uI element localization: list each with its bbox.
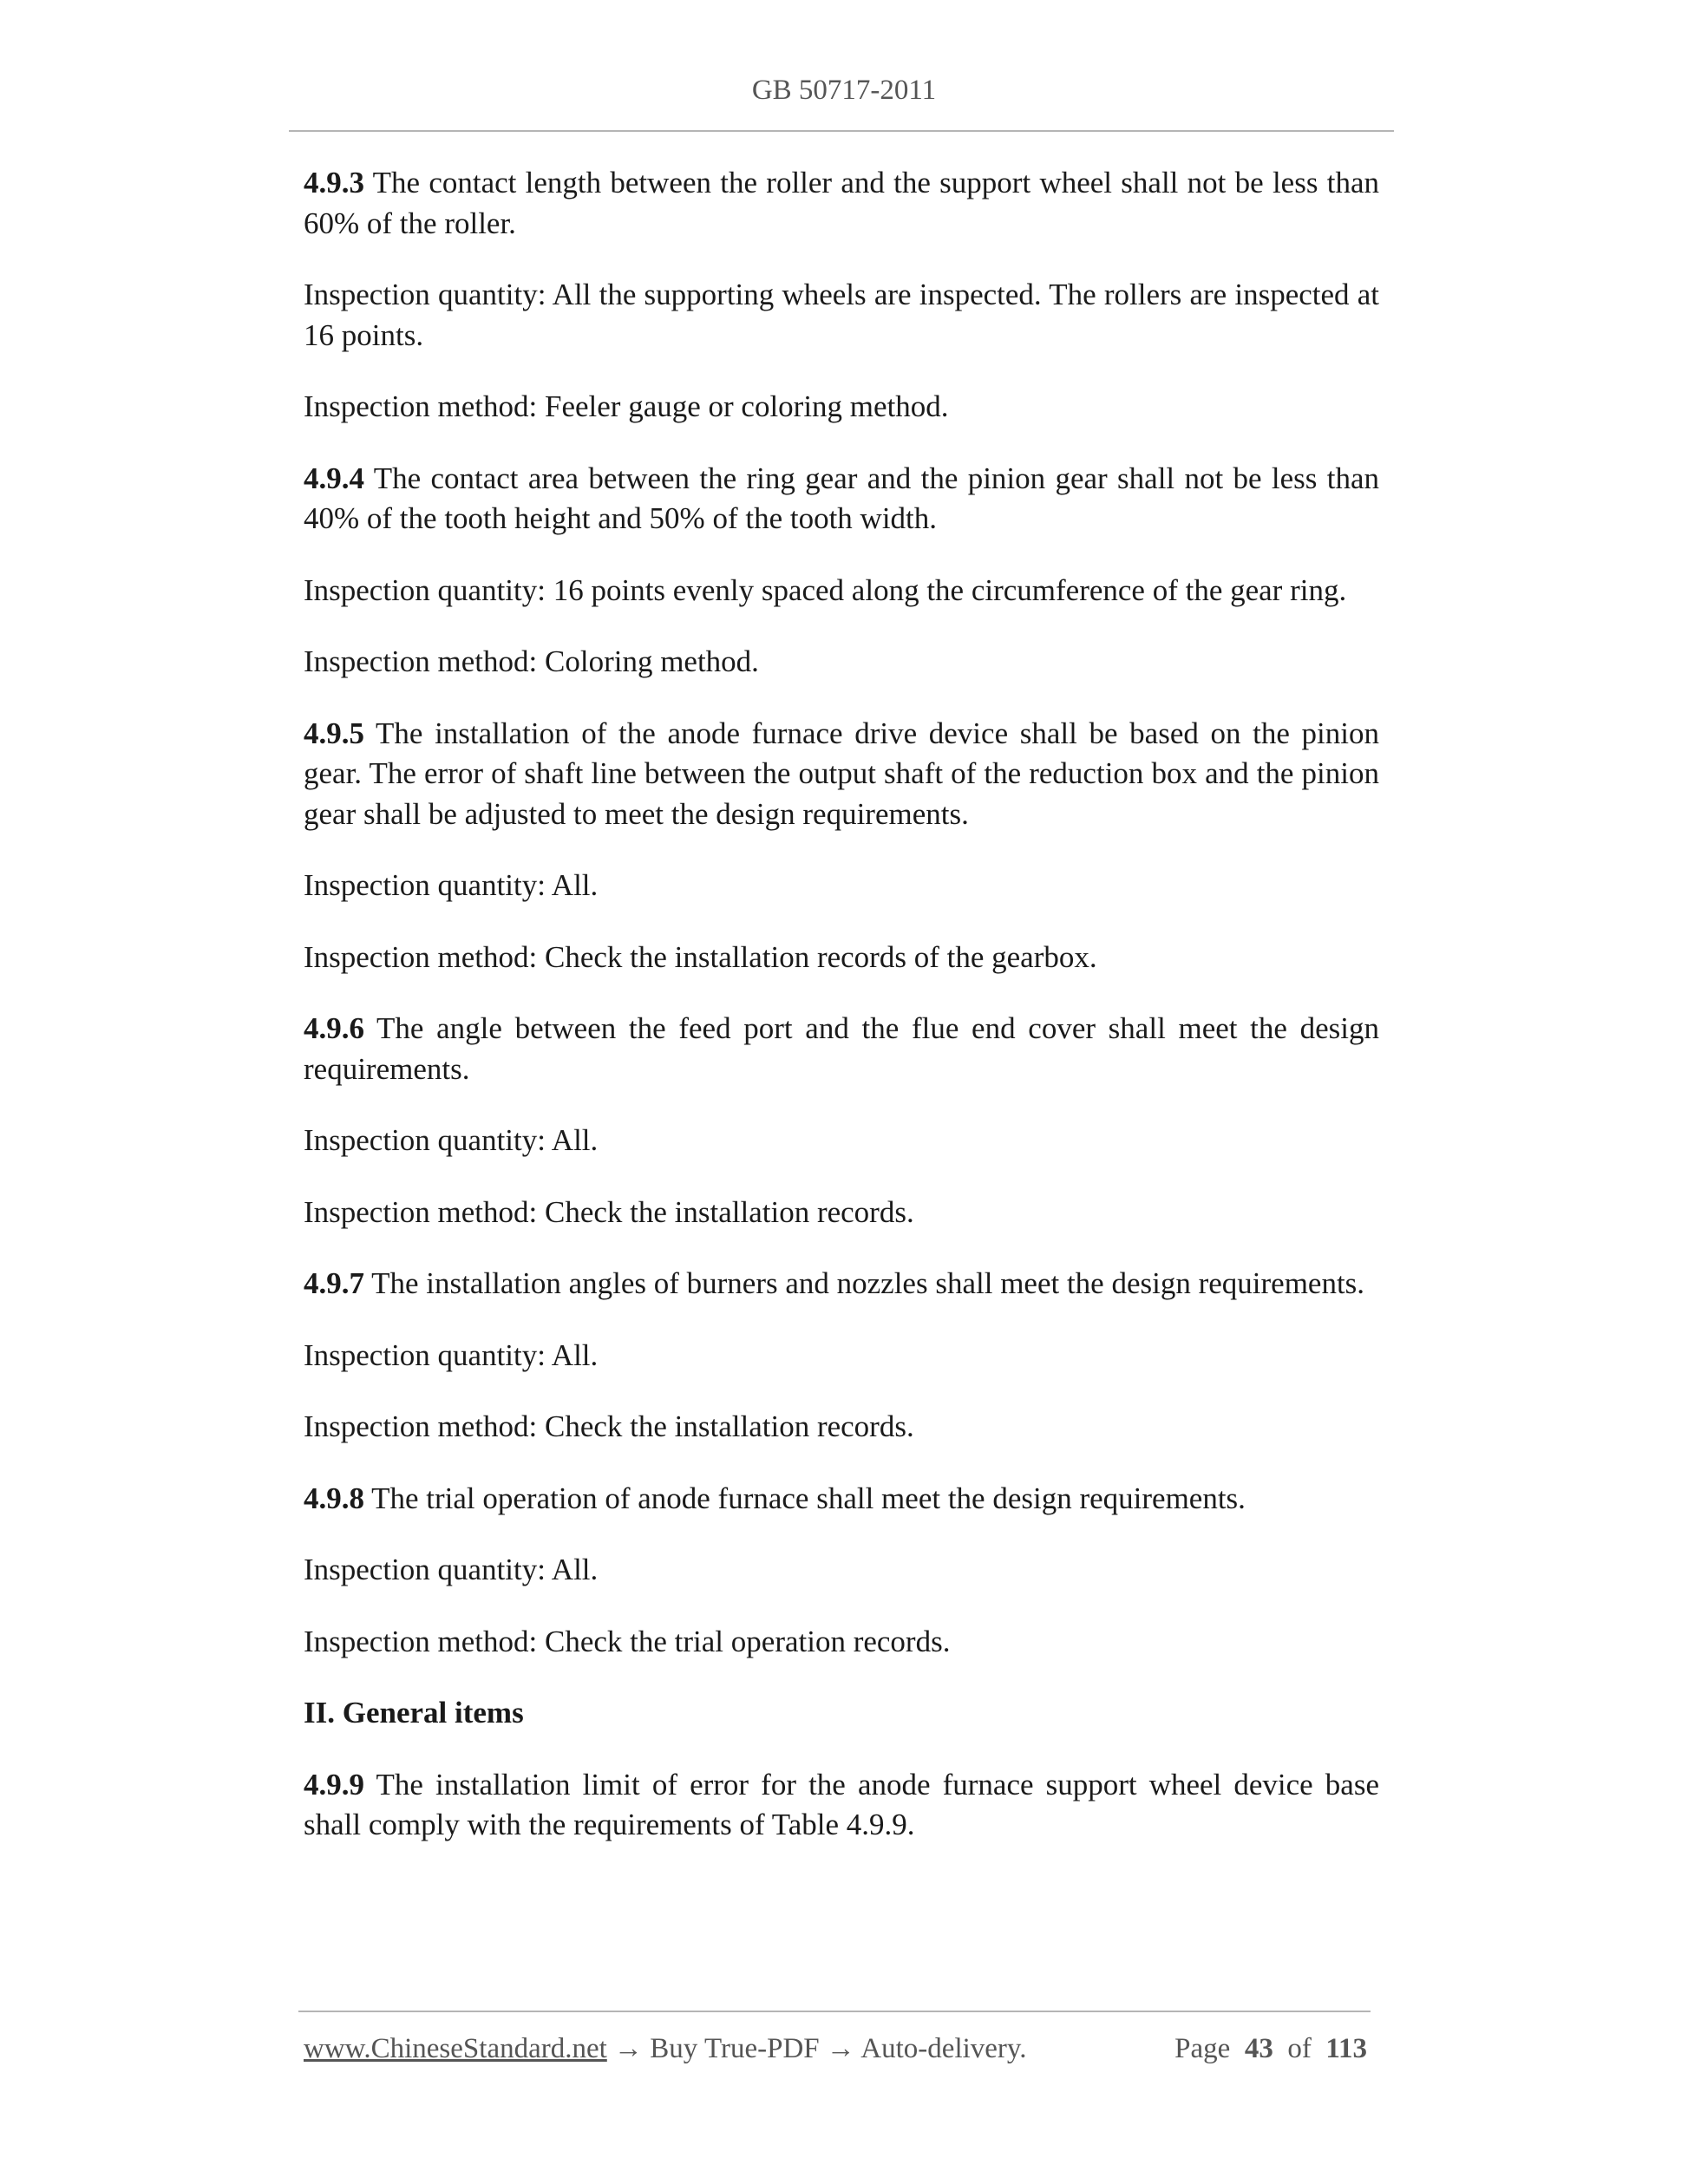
clause-number: 4.9.5 <box>304 716 364 750</box>
inspection-method-4-9-6 <box>304 1193 1379 1233</box>
page-current: 43 <box>1244 2033 1273 2064</box>
website-link[interactable]: www.ChineseStandard.net <box>304 2033 607 2064</box>
paragraph-text: Inspection method: Check the installation records. <box>304 1194 914 1229</box>
clause-text: The angle between the feed port and the flue end cover shall meet the design requirements. <box>304 1011 1379 1086</box>
clause-number: 4.9.9 <box>304 1767 364 1801</box>
clause-4-9-9 <box>304 1765 1379 1846</box>
paragraph-text: Inspection method: Check the installation records of the gearbox. <box>304 939 1097 974</box>
paragraph-text: Inspection quantity: All the supporting wheels are inspected. The rollers are inspected at 16 points. <box>304 278 1379 352</box>
inspection-quantity-4-9-7 <box>304 1336 1379 1376</box>
inspection-method-4-9-8 <box>304 1622 1379 1663</box>
inspection-quantity-4-9-6 <box>304 1121 1379 1161</box>
paragraph-text: Inspection method: Feeler gauge or coloring method. <box>304 389 949 423</box>
clause-text: The contact length between the roller and the support wheel shall not be less than 60% of the roller. <box>304 166 1379 240</box>
clause-number: 4.9.4 <box>304 461 364 495</box>
page-total: 113 <box>1325 2033 1367 2064</box>
clause-4-9-3 <box>304 163 1379 244</box>
paragraph-text: Inspection quantity: All. <box>304 1553 599 1586</box>
inspection-method-4-9-3 <box>304 387 1379 428</box>
paragraph-text: Inspection quantity: All. <box>304 1123 599 1157</box>
inspection-quantity-4-9-3 <box>304 275 1379 356</box>
header-divider <box>289 130 1394 132</box>
clause-text: The installation of the anode furnace drive device shall be based on the pinion gear. The error of shaft line between the output shaft of the reduction box and the pinion gear shall be adjusted to meet the design requirements. <box>304 716 1379 831</box>
section-heading-general-items: II. General items <box>304 1696 524 1730</box>
standard-code-header: GB 50717-2011 <box>751 75 937 106</box>
clause-number: 4.9.8 <box>304 1481 364 1515</box>
document-body <box>304 163 1379 1877</box>
inspection-method-4-9-7 <box>304 1407 1379 1448</box>
clause-number: 4.9.7 <box>304 1266 364 1300</box>
page-number <box>1174 2033 1367 2065</box>
page-of-label: of <box>1287 2033 1312 2064</box>
footer-tagline: → Buy True-PDF → Auto-delivery. <box>606 2033 1027 2064</box>
clause-text: The trial operation of anode furnace shall meet the design requirements. <box>364 1481 1246 1515</box>
inspection-method-4-9-4 <box>304 642 1379 683</box>
inspection-quantity-4-9-8 <box>304 1550 1379 1591</box>
clause-4-9-5 <box>304 714 1379 835</box>
inspection-method-4-9-5 <box>304 938 1379 978</box>
inspection-quantity-4-9-5 <box>304 866 1379 906</box>
paragraph-text: Inspection quantity: All. <box>304 1337 599 1372</box>
clause-number: 4.9.3 <box>304 166 364 199</box>
paragraph-text: Inspection method: Check the trial operation records. <box>304 1624 951 1658</box>
footer-divider <box>298 2011 1371 2012</box>
clause-text: The installation limit of error for the anode furnace support wheel device base shall comply with the requirements of Table 4.9.9. <box>304 1767 1379 1841</box>
paragraph-text: Inspection method: Check the installation records. <box>304 1409 914 1443</box>
page-footer <box>304 2033 1367 2065</box>
clause-4-9-8 <box>304 1479 1379 1520</box>
clause-text: The contact area between the ring gear and the pinion gear shall not be less than 40% of the tooth height and 50% of the tooth width. <box>304 461 1379 535</box>
clause-text: The installation angles of burners and nozzles shall meet the design requirements. <box>364 1266 1365 1300</box>
clause-number: 4.9.6 <box>304 1011 364 1045</box>
clause-4-9-4 <box>304 459 1379 539</box>
inspection-quantity-4-9-4 <box>304 571 1379 611</box>
paragraph-text: Inspection quantity: 16 points evenly spaced along the circumference of the gear ring. <box>304 572 1347 607</box>
clause-4-9-6 <box>304 1009 1379 1089</box>
page-label: Page <box>1174 2033 1231 2064</box>
footer-promo <box>304 2033 1027 2065</box>
paragraph-text: Inspection quantity: All. <box>304 868 599 902</box>
paragraph-text: Inspection method: Coloring method. <box>304 644 759 678</box>
clause-4-9-7 <box>304 1264 1379 1305</box>
